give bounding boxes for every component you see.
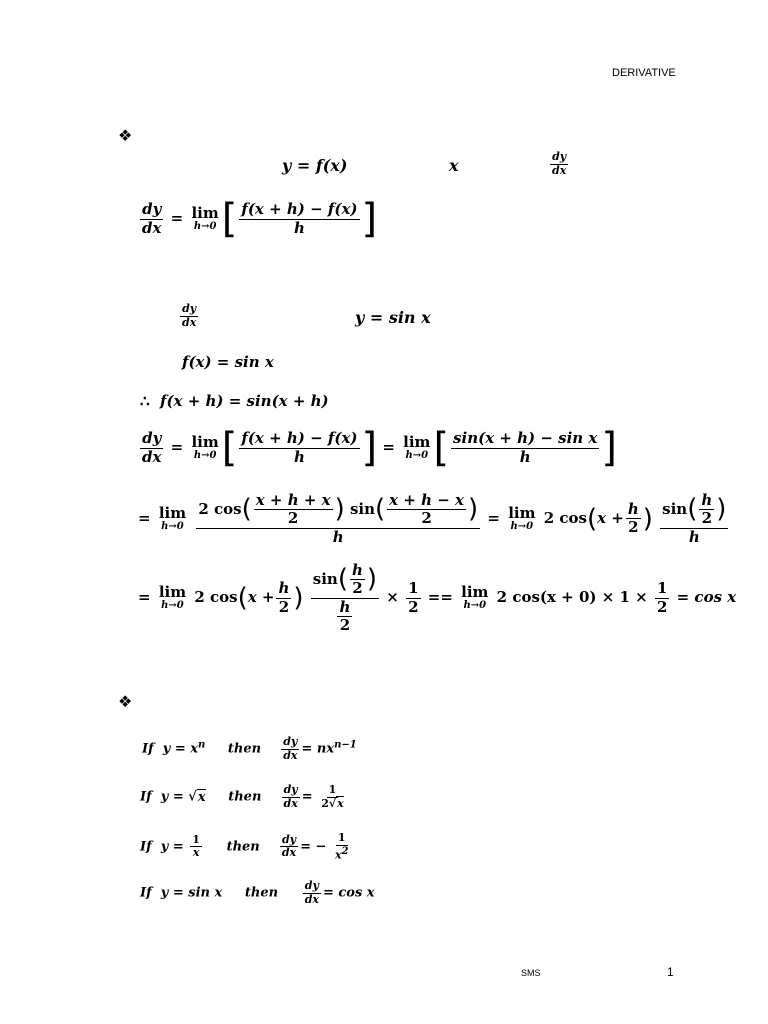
derivation-line-3: = lim h→0 2 cos(x + $\frac{h}{2}$ ) sin( $\frac{h}{2}$ ) $\frac{h}{2}$ × $\frac{1}{2}$ == lim h→0 2 cos(x + 0) × 1 × $\frac{1}{2}$ = cos x (138, 561, 737, 634)
rule-power: If $y = x^n$ then $\frac{dy}{dx}$ = $nx^{n-1}$ (142, 735, 357, 762)
footer-label: SMS (521, 968, 541, 978)
bullet-diamond-icon: ❖ (118, 126, 133, 145)
derivation-line-2: = lim h→0 2 cos( $\frac{x + h + x}{2}$ ) sin( $\frac{x + h - x}{2}$ ) h = lim h→0 2 cos(x + $\frac{h}{2}$ ) sin( $\frac{h}{2}$ ) h (138, 491, 727, 546)
rule-sine: If y = sin x then $\frac{dy}{dx}$ = cos x (140, 879, 375, 906)
rule-sqrt: If y = √x then $\frac{dy}{dx}$ = $\frac{1}{2√x}$ (140, 783, 344, 810)
variable-x: x (449, 156, 459, 175)
derivative-definition: $\frac{dy}{dx}$ = lim h→0 [ $\frac{f(x + h) - f(x)}{h}$ ] (142, 196, 378, 242)
header-title: DERIVATIVE (612, 67, 676, 79)
dydx-symbol: $\frac{dy}{dx}$ (552, 150, 567, 177)
fxh-line: ∴ f(x + h) = sin(x + h) (140, 392, 329, 410)
dydx-symbol-2: $\frac{dy}{dx}$ (182, 302, 197, 329)
rule-reciprocal: If y = $\frac{1}{x}$ then $\frac{dy}{dx}$ = − $\frac{1}{x^2}$ (140, 831, 349, 862)
fx-definition: f(x) = sin x (182, 353, 274, 371)
function-definition: y = f(x) (282, 156, 348, 175)
derivation-line-1: $\frac{dy}{dx}$ = lim h→0 [ $\frac{f(x + h) - f(x)}{h}$ ] = lim h→0 [ $\frac{\text{sin(x + h) − sin x}}{h}$ ] (142, 425, 617, 471)
bullet-diamond-icon-2: ❖ (118, 692, 133, 711)
page-number: 1 (667, 965, 674, 979)
example-function: y = sin x (355, 308, 431, 327)
